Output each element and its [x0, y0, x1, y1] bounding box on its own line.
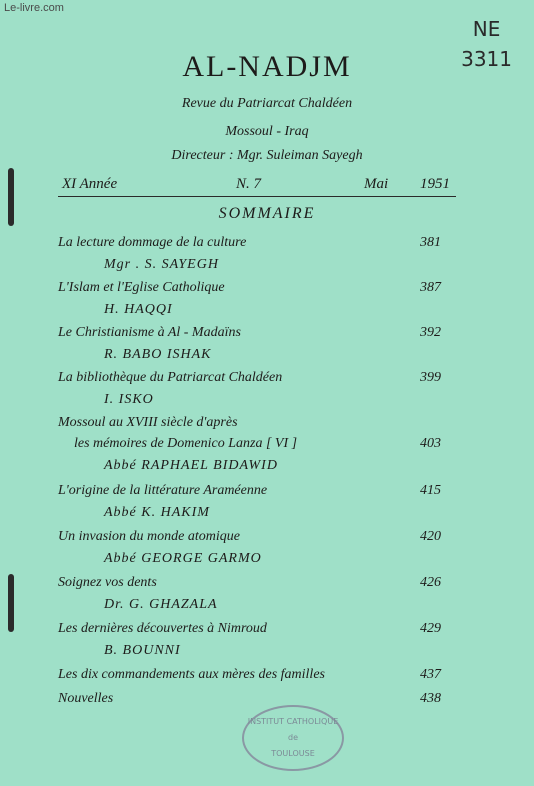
toc-entry-page: 403	[420, 436, 441, 451]
toc-entry-page: 381	[420, 235, 441, 250]
toc-entry-page: 429	[420, 621, 441, 636]
staple-icon	[8, 574, 14, 632]
toc-entry-title: L'origine de la littérature Araméenne	[58, 483, 268, 498]
toc-entry-author: Abbé K. HAKIM	[104, 505, 210, 520]
issue-year: 1951	[420, 176, 450, 192]
toc-entry-title: Nouvelles	[58, 691, 114, 706]
toc-entry-title: La lecture dommage de la culture	[58, 235, 247, 250]
toc-entry-author: H. HAQQI	[104, 302, 173, 317]
toc-entry-title: Soignez vos dents	[58, 575, 157, 590]
toc-entry-page: 420	[420, 529, 441, 544]
toc-entry-page: 426	[420, 575, 441, 590]
journal-title: AL-NADJM	[182, 50, 352, 83]
toc-entry-author: Abbé GEORGE GARMO	[104, 551, 262, 566]
toc-entry-page: 399	[420, 370, 441, 385]
issue-month: Mai	[364, 176, 389, 192]
stamp-line-3: TOULOUSE	[271, 749, 315, 758]
toc-entry-title-continued: les mémoires de Domenico Lanza [ VI ]	[74, 436, 298, 451]
toc-entry-page: 387	[420, 280, 441, 295]
toc-entry-author: Dr. G. GHAZALA	[104, 597, 218, 612]
reference-line-1: NE	[472, 17, 501, 41]
journal-location: Mossoul - Iraq	[225, 124, 309, 139]
stamp-line-2: de	[288, 733, 298, 742]
toc-entry-page: 437	[420, 667, 441, 682]
toc-entry-author: R. BABO ISHAK	[104, 347, 212, 362]
toc-entry-page: 392	[420, 325, 441, 340]
toc-entry-author: Mgr . S. SAYEGH	[104, 257, 219, 272]
issue-year-label: XI Année	[62, 176, 118, 192]
toc-entry-author: Abbé RAPHAEL BIDAWID	[104, 458, 278, 473]
toc-entry-title: Les dernières découvertes à Nimroud	[58, 621, 267, 636]
toc-entry-title: Les dix commandements aux mères des familles	[58, 667, 325, 682]
journal-director: Directeur : Mgr. Suleiman Sayegh	[171, 148, 363, 163]
reference-line-2: 3311	[461, 47, 512, 71]
issue-info	[58, 172, 456, 197]
toc-entry-title: La bibliothèque du Patriarcat Chaldéen	[58, 370, 283, 385]
toc-entry-title: Un invasion du monde atomique	[58, 529, 240, 544]
toc-entry-page: 415	[420, 483, 441, 498]
toc-entry-author: I. ISKO	[104, 392, 154, 407]
toc-heading: SOMMAIRE	[218, 205, 316, 222]
toc-entry-title: L'Islam et l'Eglise Catholique	[58, 280, 225, 295]
journal-subtitle: Revue du Patriarcat Chaldéen	[181, 96, 353, 111]
toc-entry-title: Le Christianisme à Al - Madaïns	[58, 325, 241, 340]
issue-number: N. 7	[236, 176, 262, 192]
watermark: Le-livre.com	[4, 2, 64, 14]
library-stamp	[242, 705, 344, 771]
stamp-line-1: INSTITUT CATHOLIQUE	[247, 717, 339, 726]
toc-entry-page: 438	[420, 691, 441, 706]
toc-entry-author: B. BOUNNI	[104, 643, 181, 658]
toc-entry-title: Mossoul au XVIII siècle d'après	[58, 415, 238, 430]
